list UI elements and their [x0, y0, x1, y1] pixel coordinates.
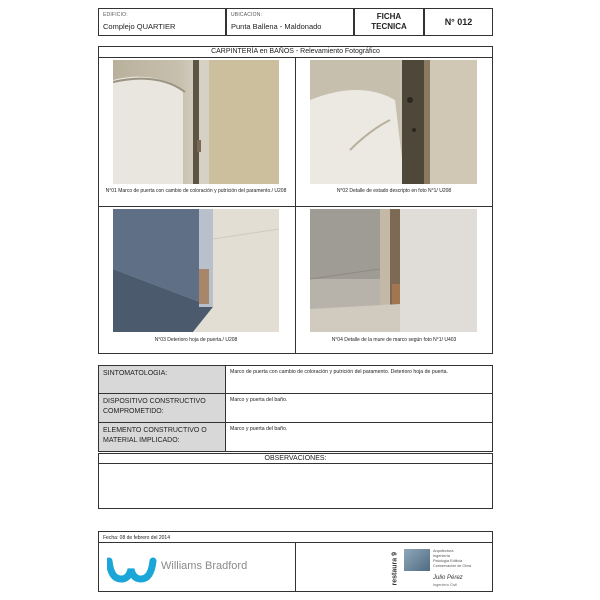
photo-3-caption: N°03 Deterioro hoja de puerta./ U208 — [154, 337, 238, 343]
header-number — [424, 8, 493, 36]
restaura-mark-text: restaura 9 — [391, 552, 399, 586]
restaura-line3: Patología Edilicia — [433, 559, 463, 563]
row-dispositivo-value: Marco y puerta del baño. — [225, 393, 493, 423]
photo-2-image — [310, 60, 477, 184]
section-title: CARPINTERÍA en BAÑOS - Relevamiento Fotográfico — [98, 46, 493, 58]
header-edificio — [98, 8, 226, 36]
restaura-line4: Conservación de Obra — [433, 564, 471, 568]
restaura-logo-icon — [404, 549, 430, 571]
williams-bradford-logo-icon — [107, 557, 157, 583]
photo-1 — [113, 60, 279, 184]
photo-2-caption: N°02 Detalle de estado descripto en foto N°1/ U208 — [336, 188, 452, 194]
footer-left — [98, 542, 296, 592]
observaciones-label: OBSERVACIONES: — [98, 453, 493, 464]
photo-4 — [310, 209, 477, 332]
restaura-line2: Ingeniería — [433, 554, 450, 558]
row-elemento-value: Marco y puerta del baño. — [225, 422, 493, 452]
photo-3 — [113, 209, 279, 332]
restaura-details — [433, 549, 471, 569]
row-elemento-label: ELEMENTO CONSTRUCTIVO O MATERIAL IMPLICADO: — [98, 422, 226, 452]
edificio-label: EDIFICIO: — [103, 12, 128, 18]
restaura-mark — [388, 547, 402, 589]
row-sintomatologia-label: SINTOMATOLOGIA: — [98, 365, 226, 394]
ficha-line1: FICHA — [376, 12, 402, 21]
ubicacion-value: Punta Ballena - Maldonado — [231, 22, 322, 31]
signature-sub: Ingeniero Civil — [433, 583, 458, 587]
williams-bradford-name: Williams Bradford — [161, 560, 248, 572]
restaura-line1: Arquitectura — [433, 549, 454, 553]
photo-1-caption: N°01 Marco de puerta con cambio de coloración y putrición del paramento./ U208 — [105, 188, 287, 194]
header-ubicacion — [226, 8, 354, 36]
edificio-value: Complejo QUARTIER — [103, 22, 176, 31]
ubicacion-label: UBICACION: — [231, 12, 263, 18]
fecha-text: Fecha: 08 de febrero del 2014 — [103, 535, 170, 541]
footer-right — [295, 542, 493, 592]
photo-1-image — [113, 60, 279, 184]
row-dispositivo-label: DISPOSITIVO CONSTRUCTIVO COMPROMETIDO: — [98, 393, 226, 423]
photo-4-image — [310, 209, 477, 332]
ficha-line2: TECNICA — [371, 22, 407, 31]
signature: Julio Pérez — [433, 575, 463, 581]
row-sintomatologia-value: Marco de puerta con cambio de coloración y putrición del paramento. Deterioro hoja de puerta. — [225, 365, 493, 394]
photo-4-caption: N°04 Detalle de la mure de marco según foto N°1/ U403 — [331, 337, 457, 343]
header-ficha — [354, 8, 424, 36]
photo-2 — [310, 60, 477, 184]
photo-grid-hline — [98, 206, 493, 207]
photo-3-image — [113, 209, 279, 332]
ficha-number: N° 012 — [444, 17, 473, 27]
